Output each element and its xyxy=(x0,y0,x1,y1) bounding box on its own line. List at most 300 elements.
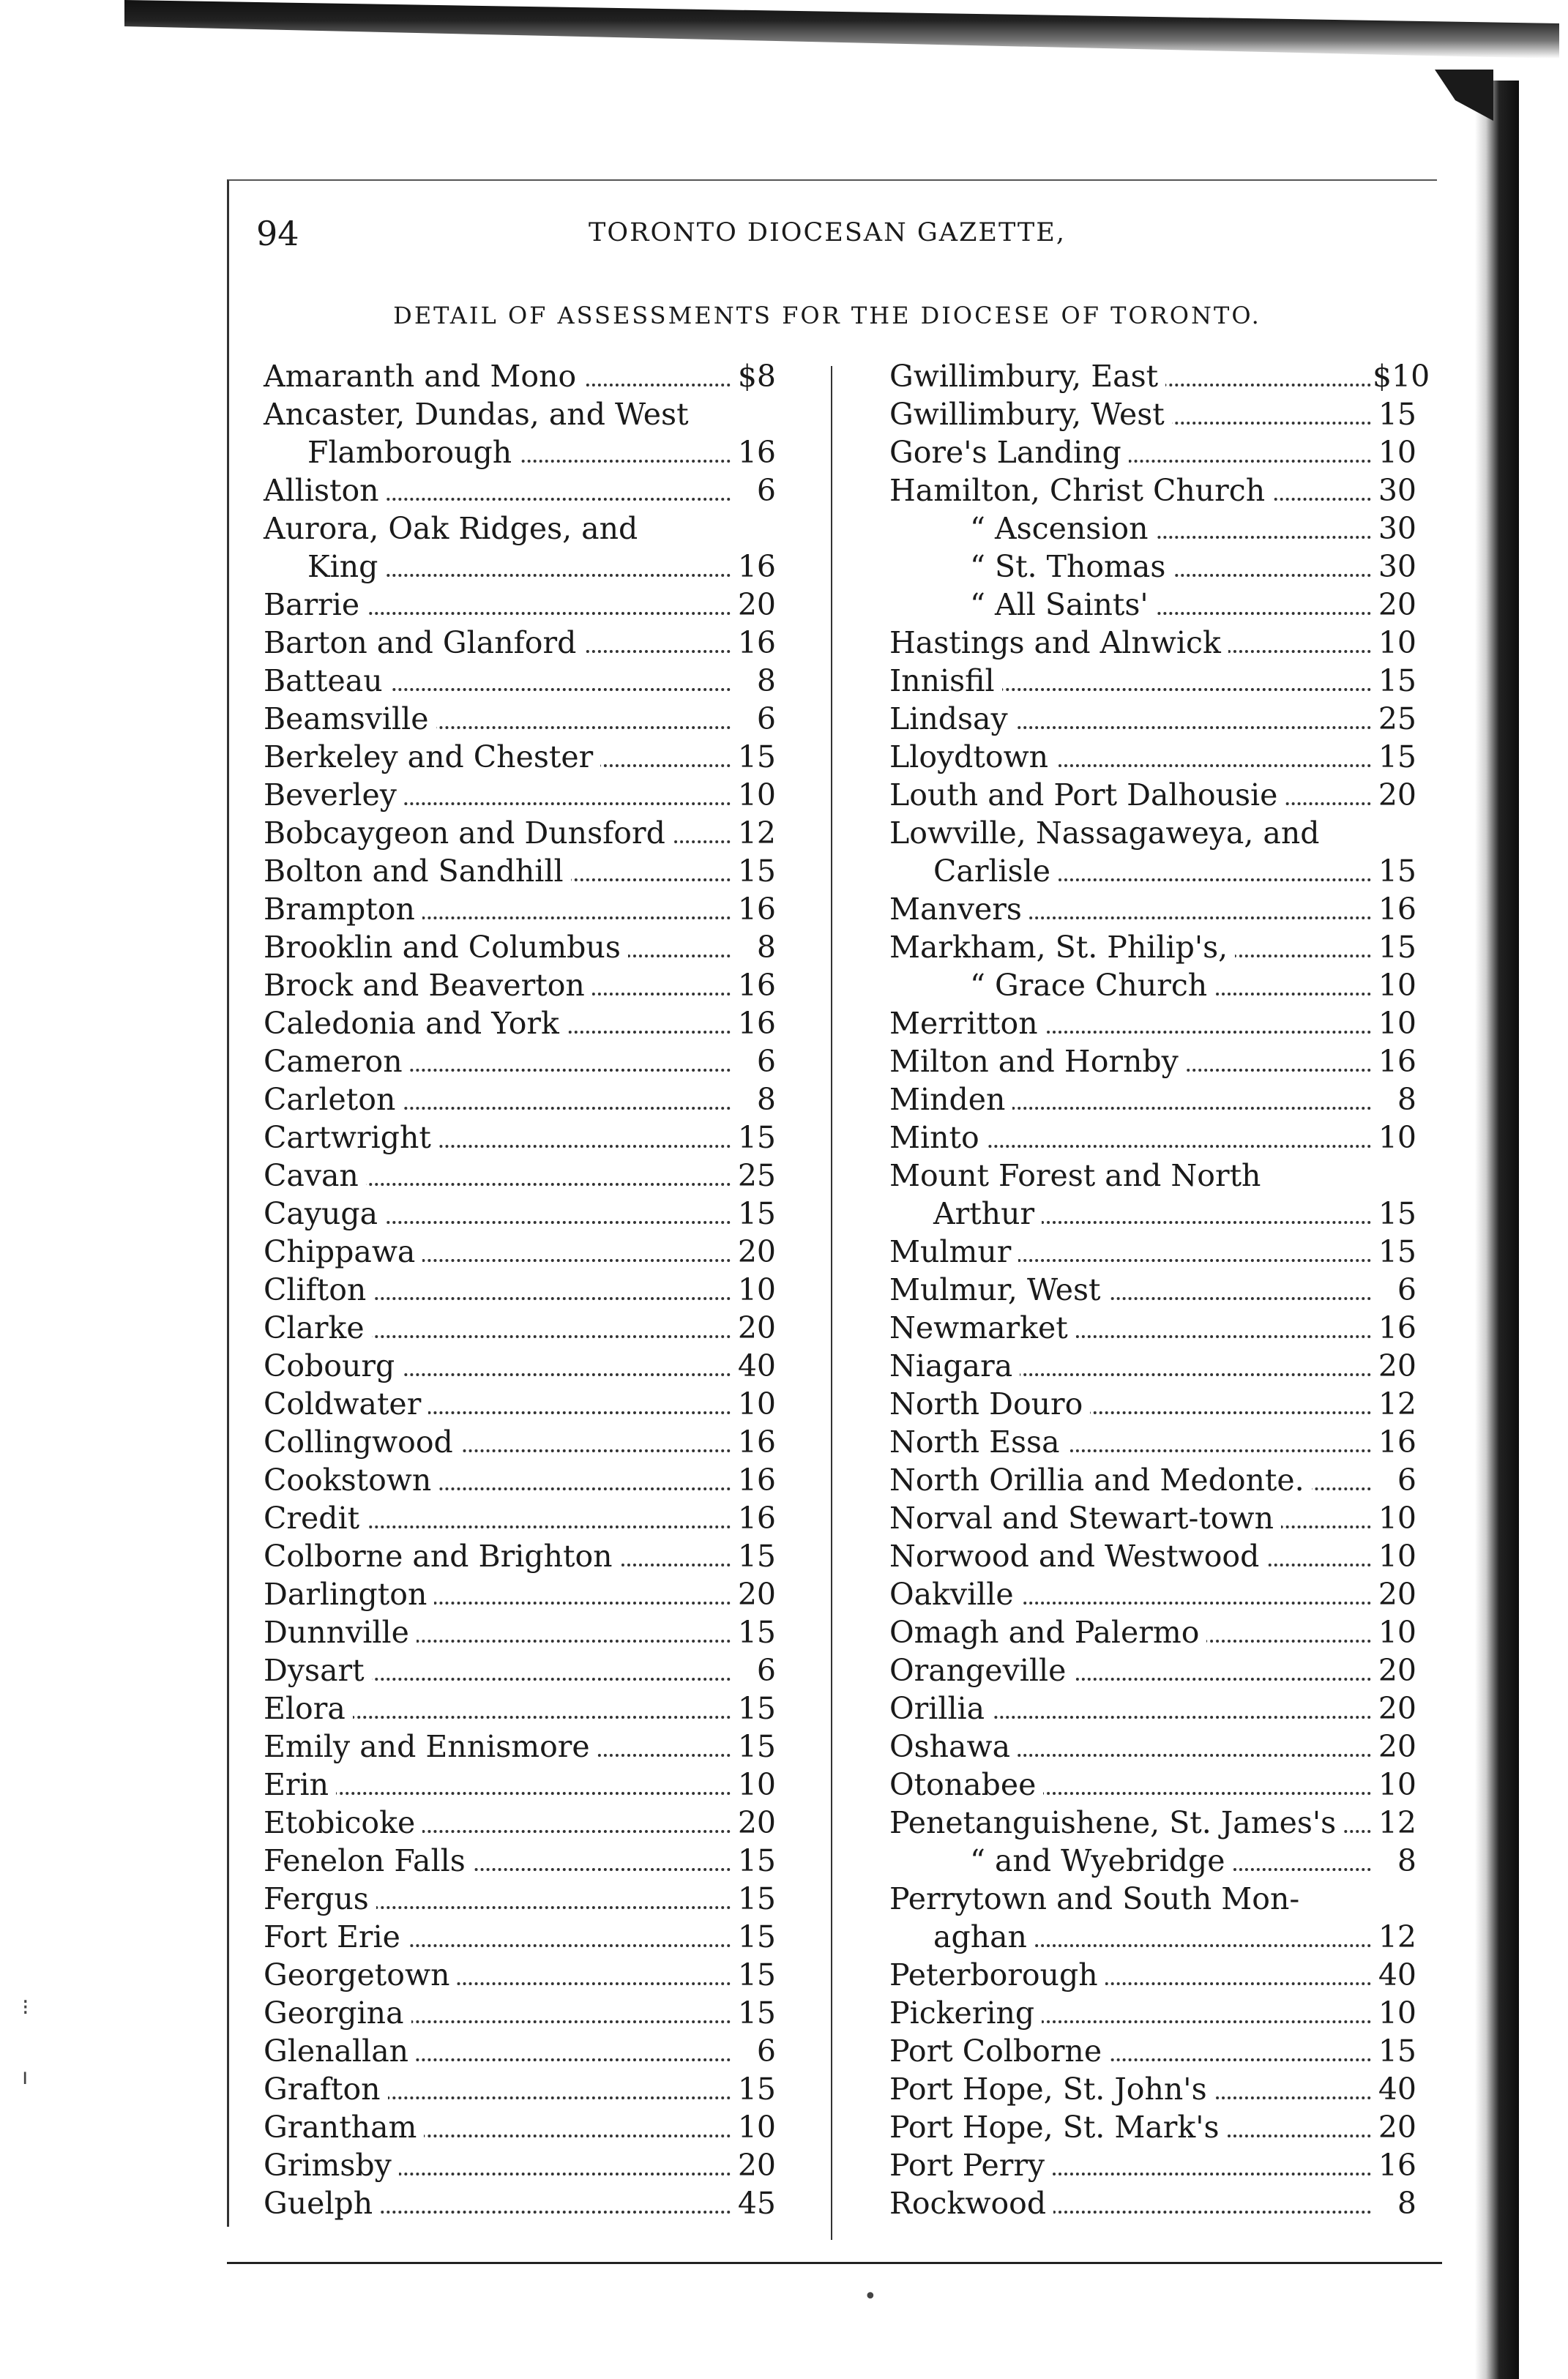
assessment-row xyxy=(264,1880,776,1918)
assessment-amount: 16 xyxy=(732,1004,776,1042)
assessment-amount: 15 xyxy=(732,1118,776,1157)
parish-name: “ St. Thomas xyxy=(889,548,1173,586)
assessment-row xyxy=(889,357,1430,395)
assessment-amount: 6 xyxy=(732,1651,776,1689)
parish-name: Glenallan xyxy=(264,2032,416,2070)
running-head: TORONTO DIOCESAN GAZETTE, xyxy=(589,218,1066,247)
parish-name: Merritton xyxy=(889,1004,1045,1042)
assessment-row xyxy=(889,1423,1416,1461)
parish-name: Omagh and Palermo xyxy=(889,1613,1206,1651)
assessment-amount: 16 xyxy=(732,433,776,471)
parish-name: Dunnville xyxy=(264,1613,417,1651)
assessment-row xyxy=(889,1347,1416,1385)
assessment-amount: 16 xyxy=(1373,1042,1416,1080)
assessment-amount: 25 xyxy=(732,1157,776,1195)
assessment-row xyxy=(264,1499,776,1537)
page-number: 94 xyxy=(256,214,299,253)
parish-name: Alliston xyxy=(264,471,387,509)
assessment-amount: 20 xyxy=(1373,1728,1416,1766)
assessment-amount: 20 xyxy=(1373,1651,1416,1689)
parish-name: Colborne and Brighton xyxy=(264,1537,620,1575)
parish-name: North Orillia and Medonte. xyxy=(889,1461,1312,1499)
bottom-rule xyxy=(227,2262,1442,2264)
parish-name: Barton and Glanford xyxy=(264,624,583,662)
assessment-row xyxy=(264,1004,776,1042)
assessment-row xyxy=(264,700,776,738)
parish-name: Etobicoke xyxy=(264,1804,422,1842)
assessment-row xyxy=(889,395,1416,433)
assessment-row xyxy=(264,1613,776,1651)
parish-name: Elora xyxy=(264,1689,353,1728)
assessment-row xyxy=(264,852,776,890)
parish-name: Orillia xyxy=(889,1689,992,1728)
parish-name: Carleton xyxy=(264,1080,403,1118)
assessment-amount: 12 xyxy=(1373,1804,1416,1842)
assessment-amount: 6 xyxy=(732,2032,776,2070)
assessment-row xyxy=(264,1651,776,1689)
parish-name: Credit xyxy=(264,1499,367,1537)
parish-name: aghan xyxy=(889,1918,1034,1956)
assessment-row xyxy=(264,2108,776,2146)
assessment-row xyxy=(264,1689,776,1728)
assessment-amount: 6 xyxy=(732,1042,776,1080)
parish-name: Rockwood xyxy=(889,2184,1053,2222)
parish-name: Collingwood xyxy=(264,1423,460,1461)
parish-name: Georgetown xyxy=(264,1956,457,1994)
parish-name: Ancaster, Dundas, and West xyxy=(264,395,696,433)
parish-name: Otonabee xyxy=(889,1766,1043,1804)
assessment-row xyxy=(264,1157,776,1195)
assessment-row xyxy=(889,814,1416,852)
assessment-amount: 10 xyxy=(732,1766,776,1804)
assessment-row xyxy=(264,548,776,586)
parish-name: Port Hope, St. Mark's xyxy=(889,2108,1227,2146)
assessment-row xyxy=(264,1080,776,1118)
assessment-row xyxy=(264,814,776,852)
parish-name: Aurora, Oak Ridges, and xyxy=(264,509,645,548)
assessment-row xyxy=(889,1309,1416,1347)
assessment-row xyxy=(889,1728,1416,1766)
assessment-row xyxy=(889,890,1416,928)
assessment-row xyxy=(264,2146,776,2184)
parish-name: Erin xyxy=(264,1766,336,1804)
assessment-row xyxy=(264,890,776,928)
parish-name: North Douro xyxy=(889,1385,1090,1423)
assessment-row xyxy=(889,1918,1416,1956)
assessment-row xyxy=(889,2184,1416,2222)
assessment-row xyxy=(264,2070,776,2108)
parish-name: Mulmur xyxy=(889,1233,1018,1271)
assessment-amount: 10 xyxy=(1373,433,1416,471)
parish-name: Minto xyxy=(889,1118,987,1157)
parish-name: Clarke xyxy=(264,1309,372,1347)
assessment-amount: 15 xyxy=(732,2070,776,2108)
parish-name: Minden xyxy=(889,1080,1012,1118)
column-divider xyxy=(831,366,832,2240)
parish-name: Gwillimbury, East xyxy=(889,357,1165,395)
assessment-row xyxy=(889,2146,1416,2184)
assessment-amount: 15 xyxy=(1373,395,1416,433)
parish-name: Hamilton, Christ Church xyxy=(889,471,1272,509)
assessment-amount: 15 xyxy=(732,1689,776,1728)
assessment-amount: 40 xyxy=(732,1347,776,1385)
parish-name: Beverley xyxy=(264,776,404,814)
parish-name: Beamsville xyxy=(264,700,436,738)
assessment-amount: 8 xyxy=(1373,1080,1416,1118)
parish-name: Oshawa xyxy=(889,1728,1018,1766)
scan-speck: ı xyxy=(22,2064,29,2090)
assessment-amount: 15 xyxy=(1373,1195,1416,1233)
assessment-row xyxy=(264,471,776,509)
assessment-amount: 20 xyxy=(1373,776,1416,814)
parish-name: Norval and Stewart-town xyxy=(889,1499,1281,1537)
assessment-row xyxy=(264,586,776,624)
assessment-amount: 15 xyxy=(732,1613,776,1651)
assessment-row xyxy=(889,1233,1416,1271)
assessment-amount: 6 xyxy=(732,471,776,509)
parish-name: Perrytown and South Mon- xyxy=(889,1880,1307,1918)
parish-name: Brampton xyxy=(264,890,422,928)
assessment-row xyxy=(264,509,776,548)
parish-name: Port Perry xyxy=(889,2146,1052,2184)
assessment-row xyxy=(264,1461,776,1499)
assessment-amount: 20 xyxy=(1373,586,1416,624)
assessment-row xyxy=(889,1118,1416,1157)
assessment-row xyxy=(889,1613,1416,1651)
parish-name: Fenelon Falls xyxy=(264,1842,473,1880)
parish-name: Guelph xyxy=(264,2184,380,2222)
parish-name: Darlington xyxy=(264,1575,434,1613)
assessment-row xyxy=(264,1766,776,1804)
assessment-row xyxy=(889,1080,1416,1118)
assessment-amount: 16 xyxy=(732,624,776,662)
parish-name: Cookstown xyxy=(264,1461,438,1499)
parish-name: Flamborough xyxy=(264,433,519,471)
assessment-row xyxy=(889,1880,1416,1918)
assessment-row xyxy=(264,1956,776,1994)
assessment-amount: 15 xyxy=(732,1537,776,1575)
assessment-row xyxy=(889,1537,1416,1575)
parish-name: Lloydtown xyxy=(889,738,1056,776)
assessment-row xyxy=(889,586,1416,624)
scan-shadow-right xyxy=(1475,81,1519,2379)
parish-name: Mount Forest and North xyxy=(889,1157,1268,1195)
parish-name: “ Grace Church xyxy=(889,966,1214,1004)
assessment-row xyxy=(889,509,1416,548)
parish-name: Niagara xyxy=(889,1347,1020,1385)
assessment-row xyxy=(889,2032,1416,2070)
assessment-row xyxy=(264,2184,776,2222)
parish-name: Georgina xyxy=(264,1994,411,2032)
assessment-row xyxy=(889,738,1416,776)
parish-name: Cobourg xyxy=(264,1347,402,1385)
parish-name: Emily and Ennismore xyxy=(264,1728,597,1766)
assessment-amount: 10 xyxy=(732,1271,776,1309)
assessment-row xyxy=(889,1651,1416,1689)
left-column xyxy=(264,357,776,2222)
assessment-amount: 16 xyxy=(1373,1423,1416,1461)
assessment-amount: 20 xyxy=(1373,2108,1416,2146)
assessment-row xyxy=(889,1042,1416,1080)
scan-page-fold xyxy=(1435,70,1493,121)
assessment-amount: 20 xyxy=(1373,1347,1416,1385)
assessment-row xyxy=(889,662,1416,700)
assessment-row xyxy=(889,966,1416,1004)
assessment-amount: 40 xyxy=(1373,2070,1416,2108)
assessment-row xyxy=(889,1157,1416,1195)
assessment-row xyxy=(889,1461,1416,1499)
assessment-amount: 20 xyxy=(1373,1575,1416,1613)
assessment-amount: 15 xyxy=(1373,928,1416,966)
assessment-amount: 16 xyxy=(732,890,776,928)
assessment-amount: 8 xyxy=(732,662,776,700)
assessment-amount: 15 xyxy=(1373,852,1416,890)
assessment-row xyxy=(264,966,776,1004)
assessment-row xyxy=(264,1042,776,1080)
assessment-row xyxy=(889,548,1416,586)
assessment-amount: 15 xyxy=(732,738,776,776)
assessment-amount: 6 xyxy=(732,700,776,738)
parish-name: Grimsby xyxy=(264,2146,399,2184)
parish-name: Clifton xyxy=(264,1271,373,1309)
assessment-row xyxy=(264,1271,776,1309)
assessment-amount: 20 xyxy=(732,1804,776,1842)
parish-name: Norwood and Westwood xyxy=(889,1537,1266,1575)
parish-name: Mulmur, West xyxy=(889,1271,1108,1309)
parish-name: Barrie xyxy=(264,586,367,624)
parish-name: Cayuga xyxy=(264,1195,385,1233)
assessment-row xyxy=(264,1575,776,1613)
assessment-row xyxy=(264,776,776,814)
assessment-row xyxy=(889,1004,1416,1042)
parish-name: “ and Wyebridge xyxy=(889,1842,1233,1880)
assessment-amount: 30 xyxy=(1373,548,1416,586)
assessment-row xyxy=(264,738,776,776)
assessment-amount: 15 xyxy=(732,1728,776,1766)
assessment-row xyxy=(889,928,1416,966)
assessment-amount: 15 xyxy=(732,1842,776,1880)
assessment-amount: 16 xyxy=(732,548,776,586)
parish-name: Bolton and Sandhill xyxy=(264,852,571,890)
assessment-row xyxy=(889,2108,1416,2146)
scan-speck: ⁝ xyxy=(22,1995,29,2020)
parish-name: Gwillimbury, West xyxy=(889,395,1172,433)
parish-name: Fort Erie xyxy=(264,1918,408,1956)
assessment-amount: 20 xyxy=(732,1575,776,1613)
assessment-row xyxy=(264,433,776,471)
assessment-row xyxy=(264,395,776,433)
parish-name: Pickering xyxy=(889,1994,1042,2032)
parish-name: Amaranth and Mono xyxy=(264,357,583,395)
assessment-row xyxy=(889,1956,1416,1994)
assessment-amount: 20 xyxy=(732,586,776,624)
assessment-row xyxy=(264,2032,776,2070)
assessment-row xyxy=(889,2070,1416,2108)
assessment-amount: 15 xyxy=(1373,662,1416,700)
assessment-row xyxy=(889,1575,1416,1613)
assessment-amount: 30 xyxy=(1373,509,1416,548)
assessment-amount: 16 xyxy=(732,966,776,1004)
assessment-amount: 6 xyxy=(1373,1461,1416,1499)
scan-speck: • xyxy=(864,2284,877,2309)
assessment-row xyxy=(889,852,1416,890)
parish-name: Cartwright xyxy=(264,1118,438,1157)
assessment-amount: 10 xyxy=(1373,966,1416,1004)
assessment-row xyxy=(889,776,1416,814)
assessment-row xyxy=(889,1195,1416,1233)
assessment-amount: 10 xyxy=(732,776,776,814)
assessment-amount: 10 xyxy=(1373,1004,1416,1042)
assessment-amount: 10 xyxy=(1373,1766,1416,1804)
assessment-amount: 15 xyxy=(732,1994,776,2032)
assessment-amount: 15 xyxy=(732,1880,776,1918)
assessment-amount: 10 xyxy=(1373,1994,1416,2032)
parish-name: Fergus xyxy=(264,1880,376,1918)
parish-name: Grafton xyxy=(264,2070,388,2108)
assessment-amount: 15 xyxy=(1373,738,1416,776)
assessment-amount: 45 xyxy=(732,2184,776,2222)
parish-name: Arthur xyxy=(889,1195,1042,1233)
assessment-amount: 15 xyxy=(1373,1233,1416,1271)
parish-name: Orangeville xyxy=(889,1651,1073,1689)
assessment-amount: 8 xyxy=(1373,1842,1416,1880)
assessment-row xyxy=(264,624,776,662)
parish-name: Hastings and Alnwick xyxy=(889,624,1228,662)
assessment-amount: 20 xyxy=(732,1309,776,1347)
assessment-amount: 15 xyxy=(1373,2032,1416,2070)
parish-name: Grantham xyxy=(264,2108,424,2146)
assessment-amount: 25 xyxy=(1373,700,1416,738)
assessment-amount: 8 xyxy=(732,1080,776,1118)
assessment-amount: 15 xyxy=(732,1956,776,1994)
parish-name: Lindsay xyxy=(889,700,1015,738)
parish-name: Manvers xyxy=(889,890,1029,928)
parish-name: “ Ascension xyxy=(889,509,1156,548)
parish-name: Cavan xyxy=(264,1157,366,1195)
parish-name: Bobcaygeon and Dunsford xyxy=(264,814,673,852)
assessment-row xyxy=(889,1766,1416,1804)
assessment-row xyxy=(889,1842,1416,1880)
parish-name: Oakville xyxy=(889,1575,1021,1613)
parish-name: Innisfil xyxy=(889,662,1002,700)
parish-name: Gore's Landing xyxy=(889,433,1129,471)
parish-name: Brooklin and Columbus xyxy=(264,928,628,966)
parish-name: Coldwater xyxy=(264,1385,428,1423)
assessment-row xyxy=(264,1423,776,1461)
parish-name: Milton and Hornby xyxy=(889,1042,1186,1080)
parish-name: King xyxy=(264,548,385,586)
assessment-amount: 20 xyxy=(1373,1689,1416,1728)
parish-name: North Essa xyxy=(889,1423,1067,1461)
assessment-row xyxy=(889,1804,1416,1842)
assessment-row xyxy=(264,1537,776,1575)
assessment-row xyxy=(264,1804,776,1842)
assessment-row xyxy=(264,1309,776,1347)
assessment-amount: 40 xyxy=(1373,1956,1416,1994)
parish-name: Batteau xyxy=(264,662,390,700)
assessment-row xyxy=(889,1689,1416,1728)
assessment-amount: 16 xyxy=(732,1499,776,1537)
assessment-amount: 12 xyxy=(1373,1918,1416,1956)
assessment-row xyxy=(264,1728,776,1766)
assessment-amount: 8 xyxy=(1373,2184,1416,2222)
assessment-amount: 16 xyxy=(1373,890,1416,928)
assessment-amount: 20 xyxy=(732,1233,776,1271)
assessment-row xyxy=(264,1195,776,1233)
parish-name: Peterborough xyxy=(889,1956,1105,1994)
assessment-amount: 10 xyxy=(732,2108,776,2146)
assessment-row xyxy=(264,1918,776,1956)
assessment-row xyxy=(889,700,1416,738)
assessment-amount: 12 xyxy=(732,814,776,852)
parish-name: Caledonia and York xyxy=(264,1004,567,1042)
assessment-row xyxy=(264,1842,776,1880)
page-header xyxy=(256,214,1398,258)
parish-name: Louth and Port Dalhousie xyxy=(889,776,1285,814)
assessment-amount: 10 xyxy=(732,1385,776,1423)
parish-name: Port Colborne xyxy=(889,2032,1109,2070)
assessment-amount: 15 xyxy=(732,1918,776,1956)
parish-name: Lowville, Nassagaweya, and xyxy=(889,814,1327,852)
parish-name: Cameron xyxy=(264,1042,410,1080)
assessment-row xyxy=(264,1118,776,1157)
scan-shadow-top xyxy=(124,0,1559,59)
assessment-amount: 10 xyxy=(1373,1499,1416,1537)
right-column xyxy=(889,357,1430,2222)
assessment-amount: 12 xyxy=(1373,1385,1416,1423)
parish-name: “ All Saints' xyxy=(889,586,1156,624)
assessment-amount: 10 xyxy=(1373,624,1416,662)
assessment-amount: 15 xyxy=(732,852,776,890)
table-title: DETAIL OF ASSESSMENTS FOR THE DIOCESE OF TORONTO. xyxy=(393,302,1261,329)
assessment-amount: 8 xyxy=(732,928,776,966)
parish-name: Port Hope, St. John's xyxy=(889,2070,1214,2108)
assessment-amount: $10 xyxy=(1373,359,1430,394)
assessment-row xyxy=(264,1385,776,1423)
assessment-amount: 16 xyxy=(732,1461,776,1499)
assessment-row xyxy=(264,1233,776,1271)
assessment-amount: 15 xyxy=(732,1195,776,1233)
assessment-row xyxy=(889,471,1416,509)
assessment-row xyxy=(264,1347,776,1385)
assessment-row xyxy=(264,357,776,395)
assessment-amount: 16 xyxy=(732,1423,776,1461)
assessment-row xyxy=(889,1499,1416,1537)
parish-name: Newmarket xyxy=(889,1309,1075,1347)
assessment-amount: 10 xyxy=(1373,1537,1416,1575)
assessment-amount: 16 xyxy=(1373,1309,1416,1347)
parish-name: Berkeley and Chester xyxy=(264,738,600,776)
assessment-amount: 20 xyxy=(732,2146,776,2184)
assessment-amount: 10 xyxy=(1373,1613,1416,1651)
assessment-row xyxy=(889,433,1416,471)
assessment-row xyxy=(889,1994,1416,2032)
assessment-row xyxy=(889,1385,1416,1423)
assessment-amount: 30 xyxy=(1373,471,1416,509)
assessment-amount: 6 xyxy=(1373,1271,1416,1309)
assessment-row xyxy=(889,1271,1416,1309)
parish-name: Chippawa xyxy=(264,1233,422,1271)
assessment-row xyxy=(264,1994,776,2032)
parish-name: Penetanguishene, St. James's xyxy=(889,1804,1343,1842)
assessment-row xyxy=(264,662,776,700)
assessment-amount: 10 xyxy=(1373,1118,1416,1157)
parish-name: Markham, St. Philip's, xyxy=(889,928,1235,966)
parish-name: Carlisle xyxy=(889,852,1058,890)
assessment-amount: 16 xyxy=(1373,2146,1416,2184)
assessment-row xyxy=(889,624,1416,662)
parish-name: Dysart xyxy=(264,1651,372,1689)
